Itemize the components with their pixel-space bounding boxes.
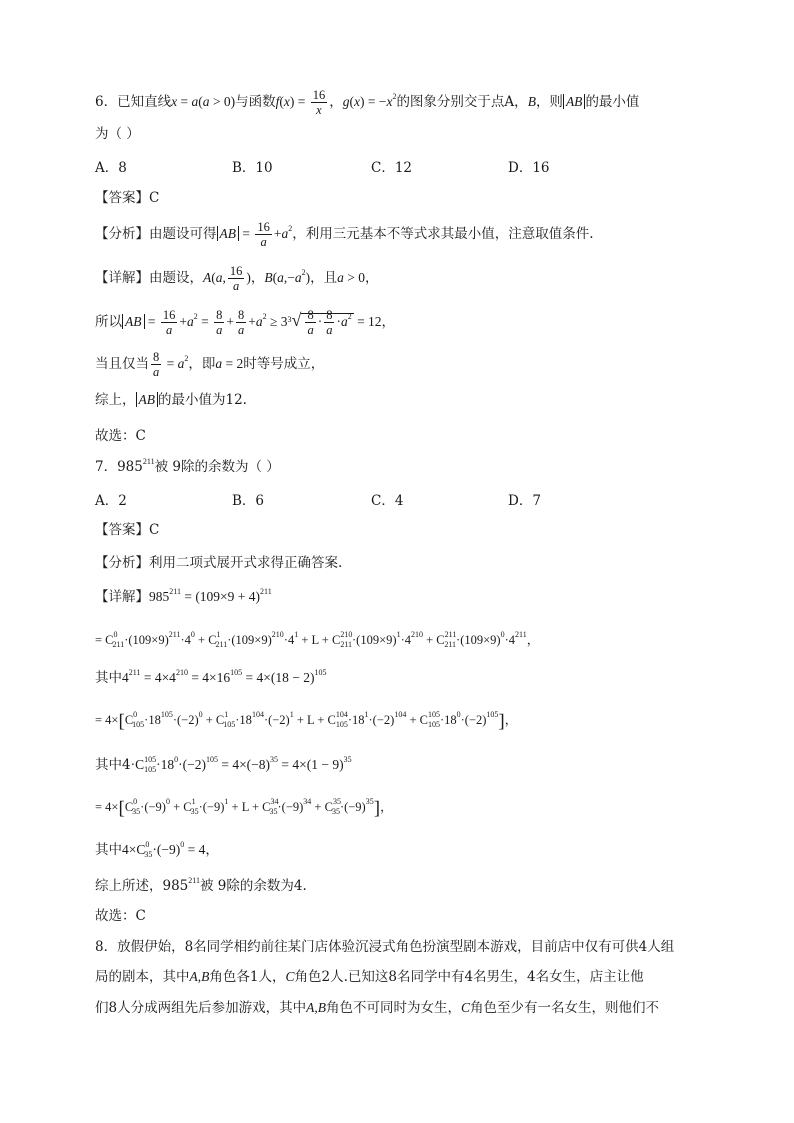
q7-analysis: 【分析】利用二项式展开式求得正确答案.: [95, 555, 343, 571]
q6-analysis-text: 【分析】由题设可得: [95, 226, 217, 242]
q6-analysis-text: ，利用三元基本不等式求其最小值，注意取值条件.: [292, 226, 594, 242]
q6-stem-text: 与函数: [235, 94, 276, 110]
q6-detail-line2: 所以 AB = $\frac{16}{a}$ $+a^2$ = $\frac{8}{a}$ + $\frac{8}{a}$ $+a^2 \ge 3^3√$ $\frac{8}{a}$ · $\frac{8}{a}$ $\cdot a^2 = 12$，: [95, 308, 396, 337]
q7-detail-text: 其中: [95, 842, 122, 858]
q7-detail-line2: = $C^0_{211}\cdot(109\times 9)^{211}\cdot 4^0 + C^1_{211}\cdot(109\times 9)^{210}\cdot 4^1 + L + C^{210}_{211}\cdot(109\times 9)^1\cdot 4^{210} + C^{211}_{211}\cdot(109\times 9)^0\cdot 4^{211}$，: [95, 630, 540, 649]
q7-detail-text: 综上所述，985: [95, 878, 189, 894]
q7-option-c: C．4: [371, 493, 404, 509]
q6-stem-text: 6．已知直线: [95, 94, 172, 110]
q6-detail-text: 综上，: [95, 392, 136, 408]
q6-option-d: D．16: [508, 160, 550, 176]
q6-detail-line1: 【详解】由题设，A(a, $\frac{16}{a}$ )，$B(a,-a^2)$，且a > 0，: [95, 264, 379, 293]
q8-text: 角色不可同时为女生，: [325, 1000, 461, 1016]
q7-choose: 故选：C: [95, 908, 146, 924]
q6-detail-text: 【详解】由题设，: [95, 270, 203, 286]
q6-detail-text: 当且仅当: [95, 356, 149, 372]
q7-detail-text: 其中: [95, 670, 122, 686]
q7-detail-line3: 其中$4^{211} = 4\times 4^{210} = 4\times 16^{105} = 4\times(18 - 2)^{105}$: [95, 668, 327, 686]
q6-option-a: A．8: [95, 160, 127, 176]
q6-stem-text: 的最小值: [585, 94, 640, 110]
q7-detail-text: 【详解】: [95, 589, 149, 605]
q7-detail-line1: 【详解】$985^{211} = (109\times 9 + 4)^{211}$: [95, 587, 272, 605]
q6-detail-line3: 当且仅当 $\frac{8}{a}$ = $a^2$，即a = 2时等号成立，: [95, 350, 325, 379]
q8-text: 们8人分成两组先后参加游戏，其中: [95, 1000, 307, 1016]
q7-detail-line6: = $4\times[C^0_{35}\cdot(-9)^0 + C^1_{35}\cdot(-9)^1 + L + C^{34}_{35}\cdot(-9)^{34} + C^{35}_{35}\cdot(-9)^{35}]$，: [95, 797, 393, 819]
q6-detail-text: 所以: [95, 314, 122, 330]
q8-line1: 8．放假伊始，8名同学相约前往某门店体验沉浸式角色扮演型剧本游戏，目前店中仅有可供4人组: [95, 939, 675, 955]
q6-stem-text: 的图象分别交于点A，: [396, 94, 528, 110]
q6-detail-text: 时等号成立，: [243, 356, 325, 372]
q6-detail-line4: 综上， AB 的最小值为12.: [95, 392, 247, 408]
q7-detail-line8: 综上所述，$985^{211}$被 9除的余数为4.: [95, 876, 307, 894]
q6-analysis: 【分析】由题设可得 AB = $\frac{16}{a}$ $+a^2$，利用三元基本不等式求其最小值，注意取值条件.: [95, 220, 594, 249]
q8-line3: 们8人分成两组先后参加游戏，其中A,B角色不可同时为女生，C角色至少有一名女生，则他们不: [95, 1000, 659, 1016]
q6-stem-text: ，则: [535, 94, 563, 110]
q8-text: 角色2人.已知这8名同学中有4名男生，4名女生，店主让他: [294, 969, 644, 985]
q7-option-d: D．7: [508, 493, 541, 509]
q7-option-a: A．2: [95, 493, 127, 509]
q6-stem-cont: 为（ ）: [95, 126, 140, 142]
q7-detail-line7: 其中$4\times C^0_{35}\cdot(-9)^0 = 4$，: [95, 840, 219, 859]
q7-stem-text: 被 9除的余数为（ ）: [154, 459, 280, 475]
q6-stem-text: ，: [329, 94, 343, 110]
q8-line2: 局的剧本，其中A,B角色各1人，C角色2人.已知这8名同学中有4名男生，4名女生，店主让他: [95, 969, 644, 985]
q7-detail-line4: = $4\times[C^0_{105}\cdot 18^{105}\cdot(-2)^0 + C^1_{105}\cdot 18^{104}\cdot(-2)^1 + L + C^{104}_{105}\cdot 18^1\cdot(-2)^{104} + C^{105}_{105}\cdot 18^0\cdot(-2)^{105}]$，: [95, 710, 518, 732]
q8-text: 局的剧本，其中: [95, 969, 190, 985]
q7-answer: 【答案】C: [95, 522, 160, 538]
q6-stem: 6．已知直线x = a(a > 0)与函数f(x) = $\frac{16}{x}$ ，$g(x) = -x^2$的图象分别交于点A，B，则 AB 的最小值: [95, 88, 640, 117]
q6-detail-text: ，即: [188, 356, 216, 372]
q6-detail-text: 的最小值为12.: [158, 392, 247, 408]
q6-answer: 【答案】C: [95, 190, 160, 206]
q6-choose: 故选：C: [95, 428, 146, 444]
q7-detail-text: 被 9除的余数为4.: [199, 878, 307, 894]
q8-text: 角色至少有一名女生，则他们不: [469, 1000, 659, 1016]
q8-text: 角色各1人，: [209, 969, 286, 985]
q6-detail-text: ，且: [310, 270, 338, 286]
q6-option-c: C．12: [371, 160, 413, 176]
q7-detail-line5: 其中$4\cdot C^{105}_{105}\cdot 18^0\cdot(-2)^{105} = 4\times(-8)^{35} = 4\times(1 - 9)^{35}$: [95, 755, 352, 774]
q7-stem: 7．$985^{211}$被 9除的余数为（ ）: [95, 457, 280, 475]
q7-stem-text: 7．985: [95, 459, 143, 475]
q7-option-b: B．6: [232, 493, 265, 509]
q6-option-b: B．10: [232, 160, 273, 176]
q7-detail-text: 其中4: [95, 757, 131, 773]
